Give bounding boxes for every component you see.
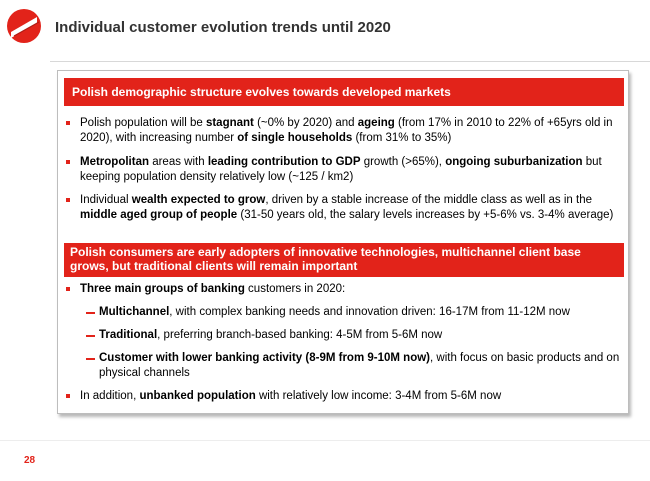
sub-item-multichannel [66, 305, 620, 320]
sub-item-text: Traditional, preferring branch-based banking: 4-5M from 5-6M now [99, 329, 443, 341]
bullet-marker [66, 121, 70, 125]
bullet-text: Individual wealth expected to grow, driven by a stable increase of the middle class as well as in the middle aged group of people (31-50 years old, the salary levels increases by +5-6% vs. 3-4% average) [80, 194, 614, 221]
bullet-population [66, 116, 620, 146]
bullet-marker [66, 394, 70, 398]
content-panel [57, 70, 629, 414]
bullet-text: In addition, unbanked population with relatively low income: 3-4M from 5-6M now [80, 390, 502, 402]
bullet-marker [66, 160, 70, 164]
bullet-customer-groups [66, 282, 620, 297]
bullet-wealth [66, 193, 620, 223]
sub-item-text: Multichannel, with complex banking needs and innovation driven: 16-17M from 11-12M now [99, 306, 570, 318]
bullet-marker [66, 198, 70, 202]
bullet-text: Polish population will be stagnant (~0% by 2020) and ageing (from 17% in 2010 to 22% of +65yrs old in 2020), with increasing number of single households (from 31% to 35%) [80, 117, 613, 144]
sub-item-traditional [66, 328, 620, 343]
bullet-text: Metropolitan areas with leading contribution to GDP growth (>65%), ongoing suburbanization but keeping population density relatively low (~125 / km2) [80, 156, 602, 183]
sub-item-text: Customer with lower banking activity (8-9M from 9-10M now), with focus on basic products and on physical channels [99, 352, 620, 379]
unicredit-logo-icon [6, 8, 42, 44]
header-divider [50, 61, 650, 62]
dash-marker [86, 335, 95, 337]
bullet-text: Three main groups of banking customers in 2020: [80, 283, 346, 295]
bullet-marker [66, 287, 70, 291]
page-number: 28 [24, 455, 36, 466]
dash-marker [86, 312, 95, 314]
section-heading-demographics: Polish demographic structure evolves towards developed markets [64, 78, 624, 106]
sub-item-lower-activity [66, 351, 620, 381]
footer-divider [0, 440, 650, 441]
section-heading-consumers: Polish consumers are early adopters of innovative technologies, multichannel client base grows, but traditional clients will remain important [64, 243, 624, 277]
bullet-unbanked [66, 389, 620, 404]
dash-marker [86, 358, 95, 360]
bullet-metropolitan [66, 155, 620, 185]
page-title: Individual customer evolution trends until 2020 [55, 19, 391, 36]
